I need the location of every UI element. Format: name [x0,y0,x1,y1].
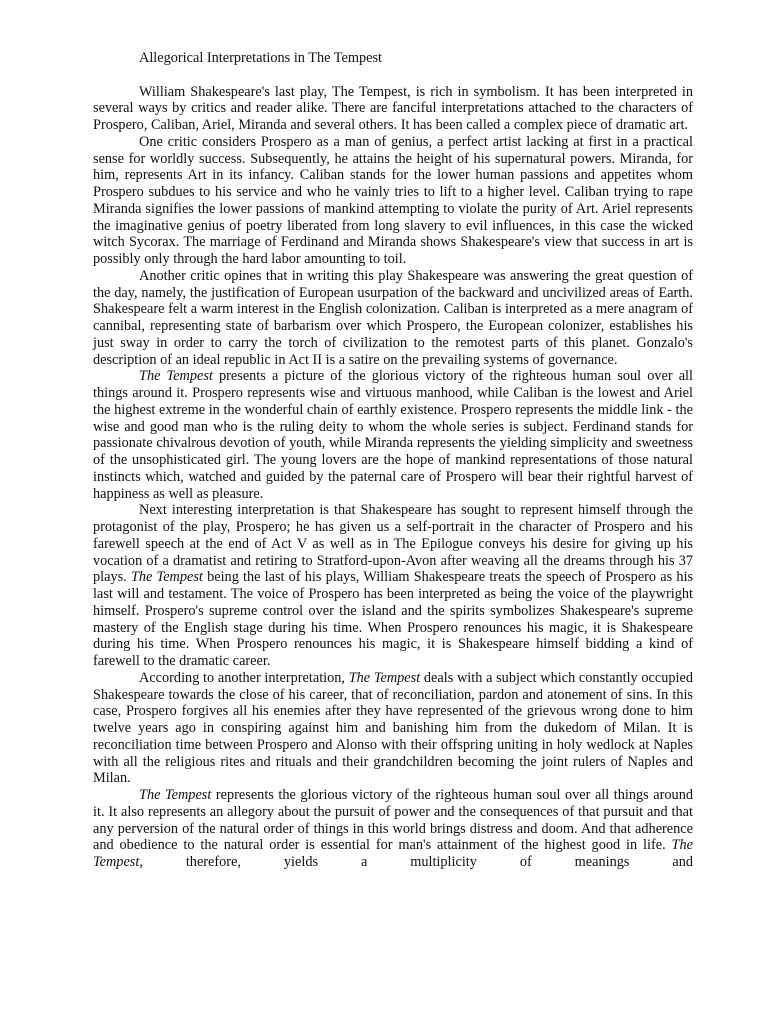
paragraph-text: , therefore, yields a multiplicity of meanings and [139,854,693,870]
paragraph-text: presents a picture of the glorious victory of the righteous human soul over all things around it. Prospero represents wise and virtuous manhood, while Caliban is the lowest and Ariel the highest extreme in the wonderful chain of earthly existence. Prospero represents the middle link - the wise and good man who is the ruling deity to whom the whole series is subject. Ferdinand stands for passionate chivalrous devotion of youth, while Miranda represents the yielding simplicity and sweetness of the unsophisticated girl. The young lovers are the hope of mankind representations of those natural instincts which, watched and guided by the paternal care of Prospero will bear their rightful harvest of happiness as well as pleasure. [93,368,693,502]
document-body [93,84,693,871]
paragraph-text: represents the glorious victory of the righteous human soul over all things around it. It also represents an allegory about the pursuit of power and the consequences of that pursuit and that any perversion of the natural order of things in this world brings distress and doom. And that adherence and obedience to the natural order is essential for man's attainment of the highest good in life. [93,787,694,854]
body-paragraph [93,134,693,268]
body-paragraph [93,368,693,502]
italic-title-text: The Tempest [348,669,421,686]
body-paragraph [93,787,693,871]
body-paragraph [93,502,693,670]
document-page [93,50,693,871]
document-title: Allegorical Interpretations in The Tempest [139,50,383,66]
body-paragraph [93,670,693,787]
italic-title-text: The Tempest [130,569,203,586]
italic-title-text: The Tempest [139,368,213,385]
paragraph-text: being the last of his plays, William Shakespeare treats the speech of Prospero as his last will and testament. The voice of Prospero has been interpreted as being the voice of the playwright himself. Prospero's supreme control over the island and the spirits symbolizes Shakespeare's supreme mastery of the English stage during his time. When Prospero renounces his magic, it is Shakespeare during his time. When Prospero renounces his magic, it is Shakespeare himself bidding a kind of farewell to the dramatic career. [93,569,694,669]
paragraph-text: Next interesting interpretation is that Shakespeare has sought to represent himself through the protagonist of the play, Prospero; he has given us a self-portrait in the character of Prospero and his farewell speech at the end of Act V as well as in The Epilogue conveys his desire for giving up his vocation of a dramatist and retiring to Stratford-upon-Avon after weaving all the dreams through his 37 plays. [93,502,693,586]
paragraph-text: According to another interpretation, [139,669,349,686]
paragraph-text: Another critic opines that in writing this play Shakespeare was answering the great question of the day, namely, the justification of European usurpation of the backward and uncivilized areas of Earth. Shakespeare felt a warm interest in the English colonization. Caliban is interpreted as a mere anagram of cannibal, representing state of barbarism over which Prospero, the European colonizer, establishes his just sway in order to carry the torch of civilization to the remotest parts of this planet. Gonzalo's description of an ideal republic in Act II is a satire on the prevailing systems of governance. [93,267,693,368]
paragraph-text: William Shakespeare's last play, The Tempest, is rich in symbolism. It has been interpreted in several ways by critics and reader alike. There are fanciful interpretations attached to the characters of Prospero, Caliban, Ariel, Miranda and several others. It has been called a complex piece of dramatic art. [93,83,693,133]
body-paragraph [93,84,693,134]
body-paragraph [93,268,693,369]
italic-title-text: The Tempest [139,787,212,803]
italic-title-text: The Tempest [93,837,693,870]
paragraph-text: deals with a subject which constantly occupied Shakespeare towards the close of his career, that of reconciliation, pardon and atonement of sins. In this case, Prospero forgives all his enemies after they have represented of the grievous wrong done to him twelve years ago in conspiring against him and banishing him from the dukedom of Milan. It is reconciliation time between Prospero and Alonso with their offspring uniting in holy wedlock at Naples with all the religious rites and rituals and their grandchildren becoming the joint rulers of Naples and Milan. [93,669,693,787]
paragraph-text: One critic considers Prospero as a man of genius, a perfect artist lacking at first in a practical sense for worldly success. Subsequently, he attains the height of his supernatural powers. Miranda, for him, represents Art in its infancy. Caliban stands for the lower human passions and appetites whom Prospero subdues to his service and who he vainly tries to lift to a higher level. Caliban trying to rape Miranda signifies the lower passions of mankind attempting to violate the purity of Art. Ariel represents the imaginative genius of poetry liberated from long slavery to evil influences, in this case the wicked witch Sycorax. The marriage of Ferdinand and Miranda shows Shakespeare's view that success in art is possibly only through the hard labor amounting to toil. [93,133,693,267]
